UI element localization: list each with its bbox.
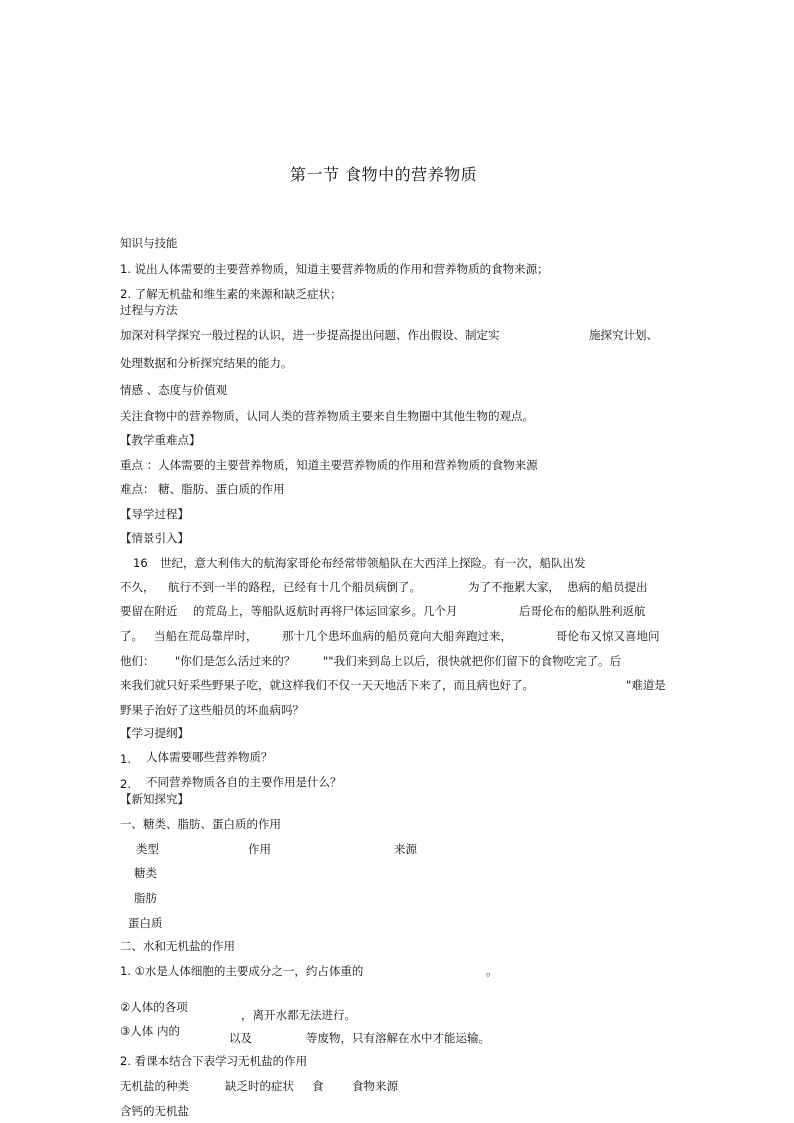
- intro-line-7: 野果子治好了这些船员的坏血病吗？: [120, 703, 304, 717]
- emotion-heading: 情感 、态度与价值观: [120, 383, 228, 397]
- outline-q2: 不同营养物质各自的主要作用是什么？: [146, 775, 342, 789]
- mineral-row-calcium: 含钙的无机盐: [120, 1104, 189, 1118]
- outline-q1: 人体需要哪些营养物质？: [146, 750, 273, 764]
- intro-line-1b: 世纪，意大利伟大的航海家哥伦布经常带领船队在大西洋上探险。有一次，船队出发: [160, 556, 586, 570]
- outline-heading: 【学习提纲】: [120, 726, 189, 740]
- mineral-header-food: 食: [312, 1079, 324, 1093]
- guide-heading: 【导学过程】: [120, 507, 189, 521]
- process-text-2: 处理数据和分析探究结果的能力。: [120, 356, 293, 370]
- table-row-protein: 蛋白质: [128, 916, 163, 930]
- key-points-heading: 【教学重难点】: [120, 433, 201, 447]
- difficulty-text: 难点： 糖、脂肪、蛋白质的作用: [120, 482, 285, 496]
- intro-line-2d: 患病的船员提出: [567, 580, 648, 594]
- intro-line-2a: 不久，: [120, 580, 155, 594]
- water-item-1b: 。: [486, 964, 498, 978]
- intro-line-1a: 16: [133, 556, 148, 570]
- intro-line-4b: 当船在荒岛靠岸时，: [154, 629, 258, 643]
- mineral-header-symptom: 缺乏时的症状: [225, 1079, 294, 1093]
- process-text-1a: 加深对科学探究一般过程的认识，进一步提高提出问题、作出假设、制定实: [120, 328, 500, 342]
- intro-line-5a: 他们：: [120, 654, 155, 668]
- knowledge-item-1: 1. 说出人体需要的主要营养物质，知道主要营养物质的作用和营养物质的食物来源；: [120, 262, 549, 276]
- section-2-heading: 二、水和无机盐的作用: [120, 939, 235, 953]
- knowledge-item-2: 2. 了解无机盐和维生素的来源和缺乏症状；: [120, 287, 342, 301]
- water-item-2a: ②人体的各项: [120, 1000, 188, 1014]
- water-item-3c: 等废物，只有溶解在水中才能运输。: [306, 1031, 490, 1045]
- mineral-header-source: 食物来源: [352, 1079, 398, 1093]
- intro-line-4d: 哥伦布又惊又喜地问: [556, 629, 660, 643]
- outline-q2-number: 2.: [120, 777, 131, 791]
- water-item-2b: ，离开水都无法进行。: [241, 1008, 356, 1022]
- intro-line-5c: ""我们来到岛上以后，很快就把你们留下的食物吃完了。后: [323, 654, 622, 668]
- explore-heading: 【新知探究】: [120, 792, 189, 806]
- process-text-1b: 施探究计划、: [589, 328, 658, 342]
- intro-line-2c: 为了不拖累大家，: [468, 580, 560, 594]
- table-row-sugar: 糖类: [134, 866, 157, 880]
- intro-line-2b: 航行不到一半的路程，已经有十几个船员病倒了。: [168, 580, 421, 594]
- water-item-3b: 以及: [229, 1031, 252, 1045]
- water-item-3a: ③人体 内的: [120, 1024, 180, 1038]
- table-header-function: 作用: [248, 842, 271, 856]
- intro-line-6a: 来我们就只好采些野果子吃，就这样我们不仅一天天地活下来了，而且病也好了。: [120, 678, 534, 692]
- water-item-1a: 1. ①水是人体细胞的主要成分之一，约占体重的: [120, 964, 364, 978]
- table-header-type: 类型: [136, 842, 159, 856]
- focus-text: 重点 ：人体需要的主要营养物质，知道主要营养物质的作用和营养物质的食物来源: [120, 458, 538, 472]
- minerals-intro: 2. 看课本结合下表学习无机盐的作用: [120, 1054, 308, 1068]
- knowledge-heading: 知识与技能: [120, 236, 178, 250]
- intro-line-5b: "你们是怎么活过来的？: [175, 654, 296, 668]
- page-title: 第一节 食物中的营养物质: [290, 165, 478, 184]
- emotion-text: 关注食物中的营养物质，认同人类的营养物质主要来自生物圈中其他生物的观点。: [120, 409, 534, 423]
- table-row-fat: 脂肪: [134, 891, 157, 905]
- intro-line-3c: 后哥伦布的船队胜利返航: [519, 604, 646, 618]
- intro-line-4c: 那十几个患坏血病的船员竟向大船奔跑过来，: [282, 629, 512, 643]
- intro-line-6b: "难道是: [626, 678, 666, 692]
- section-1-heading: 一、糖类、脂肪、蛋白质的作用: [120, 817, 281, 831]
- intro-heading: 【情景引入】: [120, 531, 189, 545]
- outline-q1-number: 1.: [120, 752, 131, 766]
- table-header-source: 来源: [394, 842, 417, 856]
- intro-line-3b: 的荒岛上，等船队返航时再将尸体运回家乡。几个月: [193, 604, 458, 618]
- mineral-header-type: 无机盐的种类: [120, 1079, 189, 1093]
- intro-line-4a: 了。: [120, 629, 143, 643]
- process-heading: 过程与方法: [120, 303, 178, 317]
- intro-line-3a: 要留在附近: [120, 604, 178, 618]
